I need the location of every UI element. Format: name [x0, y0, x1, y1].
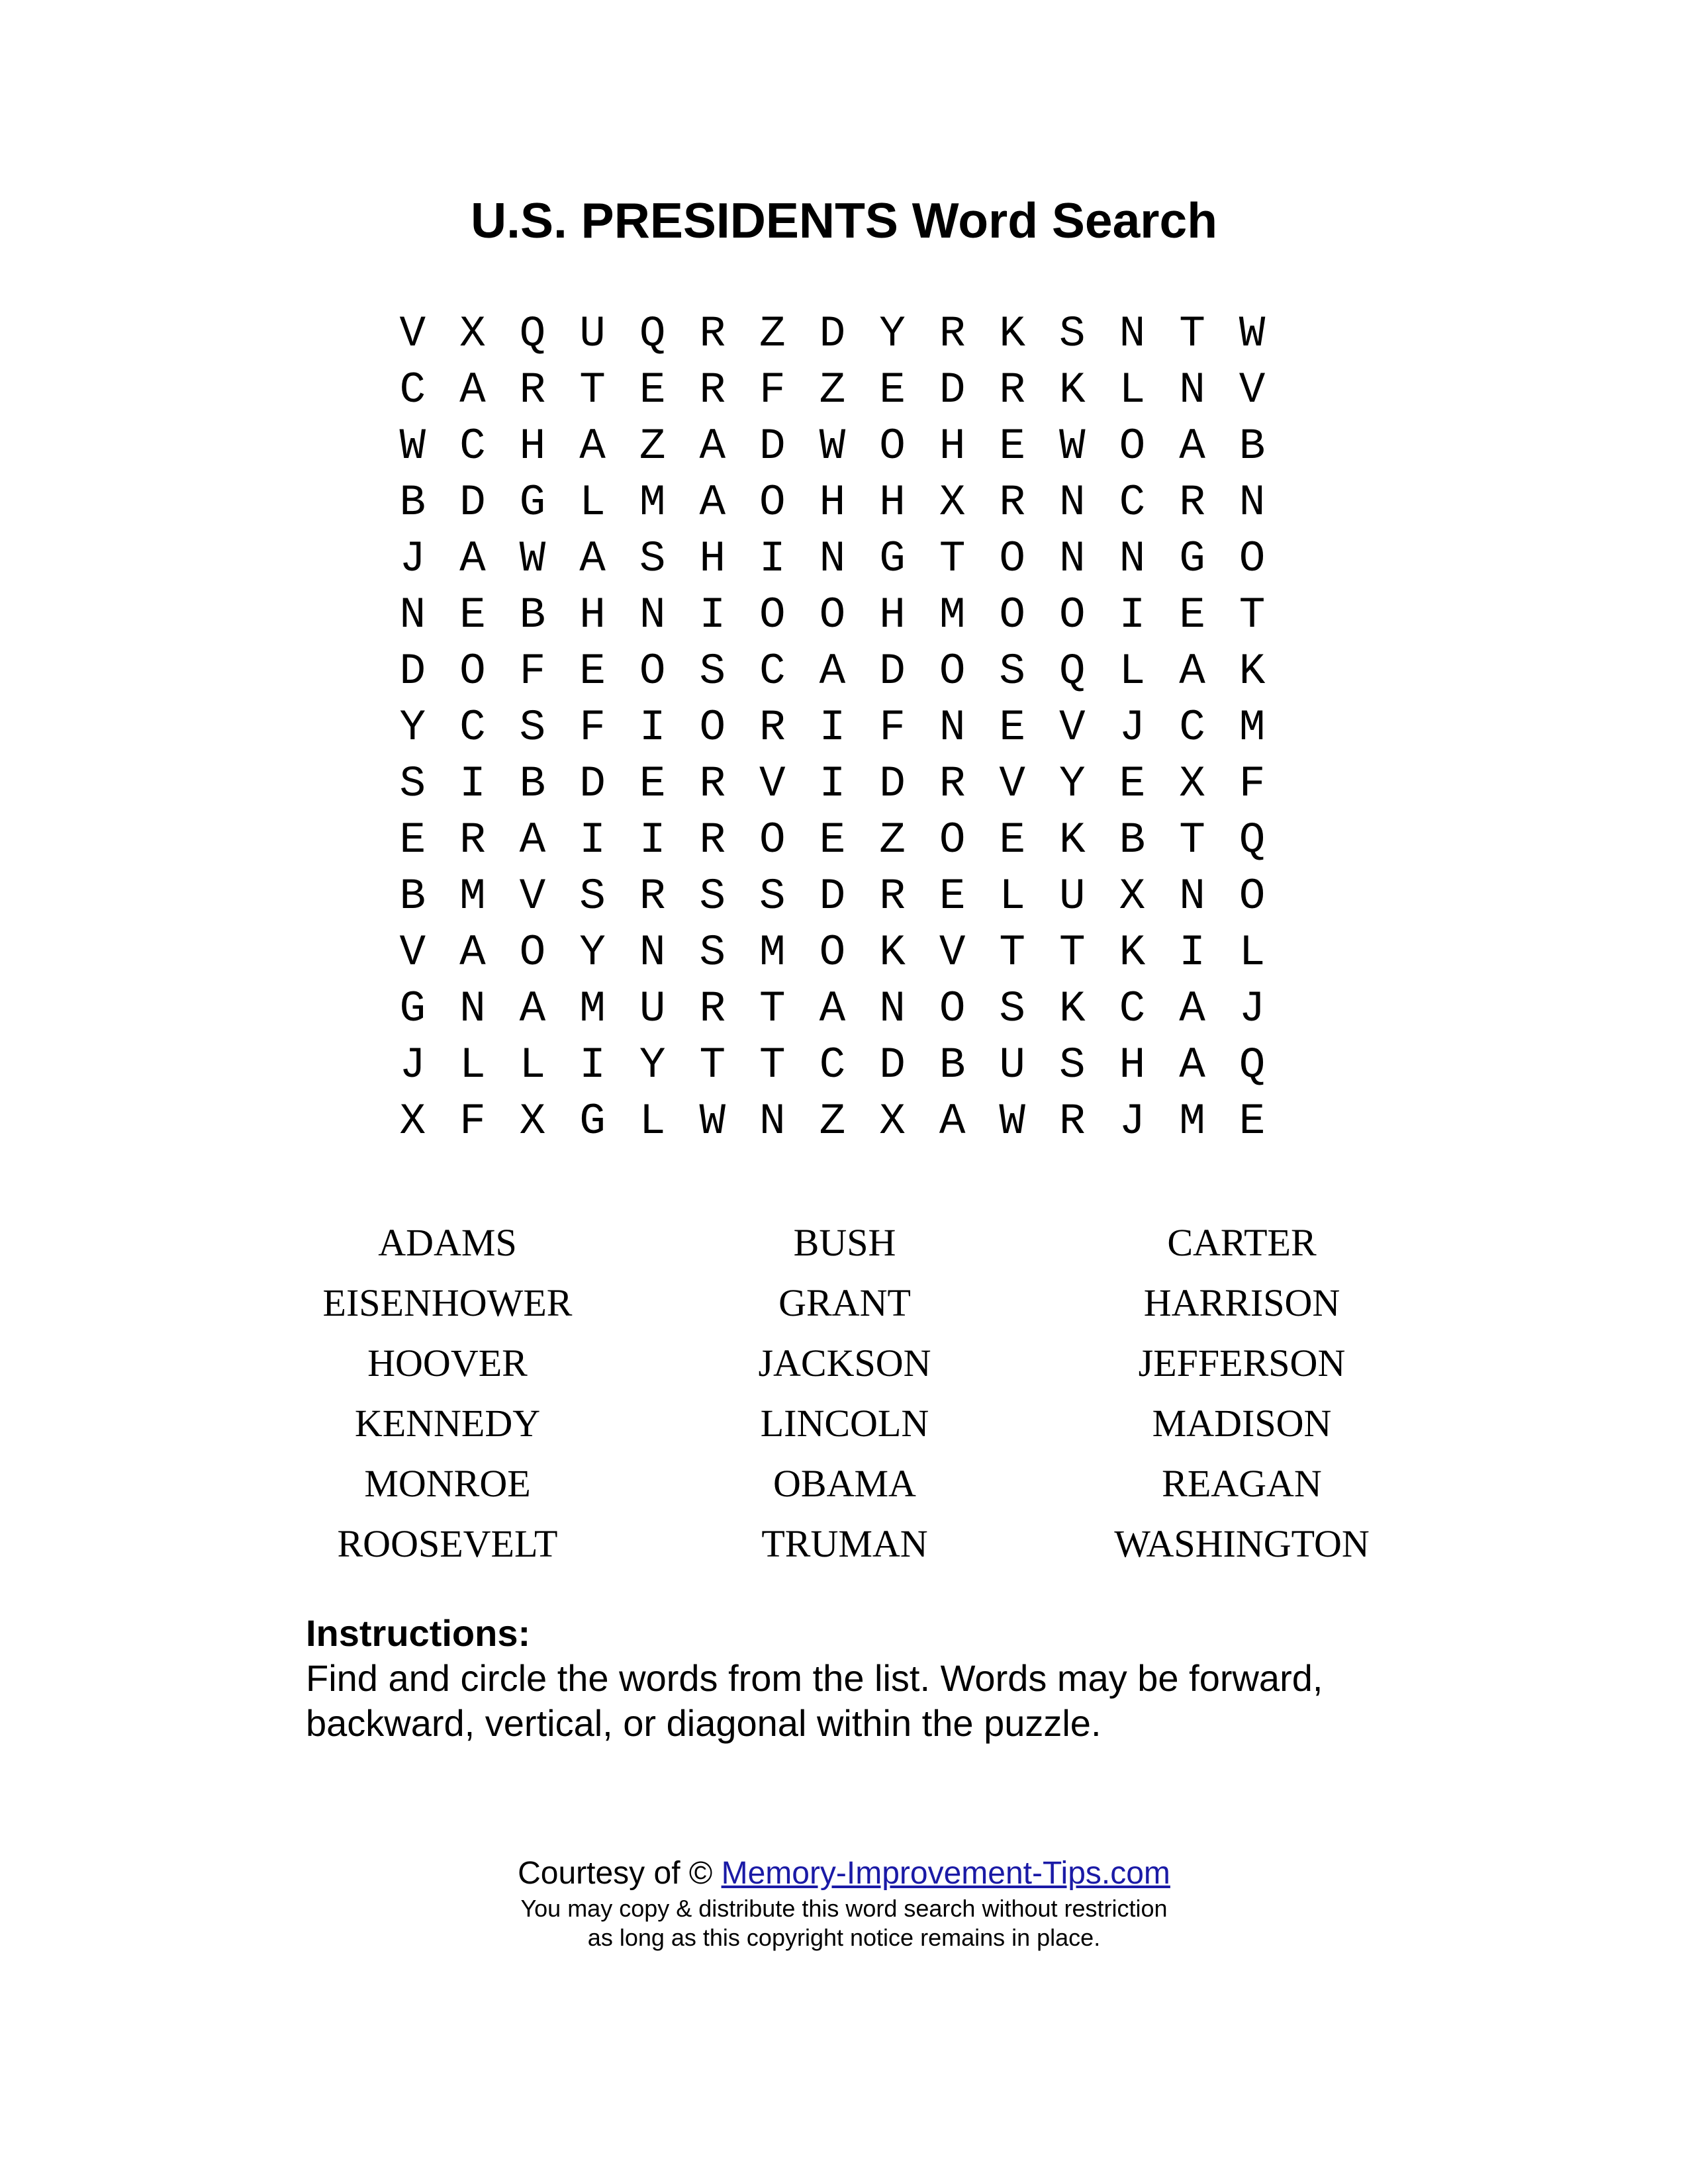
- grid-letter: J: [399, 534, 426, 584]
- grid-letter: Q: [639, 309, 666, 359]
- grid-letter: S: [519, 703, 546, 752]
- grid-letter: N: [939, 703, 966, 752]
- grid-letter: E: [1119, 759, 1146, 809]
- grid-letter: H: [879, 590, 906, 640]
- grid-letter: A: [519, 984, 546, 1034]
- grid-letter: E: [819, 815, 846, 865]
- grid-letter: S: [999, 647, 1026, 696]
- grid-letter: O: [939, 815, 966, 865]
- grid-letter: R: [879, 872, 906, 921]
- grid-letter: I: [639, 703, 666, 752]
- word-list-item: MONROE: [364, 1462, 531, 1505]
- grid-letter: B: [939, 1040, 966, 1090]
- grid-letter: M: [1239, 703, 1266, 752]
- grid-letter: E: [459, 590, 486, 640]
- grid-letter: N: [879, 984, 906, 1034]
- grid-letter: R: [759, 703, 786, 752]
- grid-letter: X: [879, 1097, 906, 1146]
- grid-letter: W: [1239, 309, 1266, 359]
- grid-letter: D: [459, 478, 486, 527]
- grid-letter: F: [519, 647, 546, 696]
- grid-letter: Y: [639, 1040, 666, 1090]
- grid-letter: K: [1119, 928, 1146, 978]
- word-list-item: MADISON: [1152, 1402, 1332, 1445]
- grid-letter: S: [579, 872, 606, 921]
- grid-letter: T: [1059, 928, 1086, 978]
- grid-letter: X: [939, 478, 966, 527]
- grid-letter: G: [579, 1097, 606, 1146]
- grid-letter: C: [399, 365, 426, 415]
- grid-letter: L: [1119, 647, 1146, 696]
- grid-letter: W: [519, 534, 546, 584]
- grid-letter: C: [759, 647, 786, 696]
- grid-letter: N: [639, 590, 666, 640]
- grid-letter: I: [639, 815, 666, 865]
- grid-letter: D: [579, 759, 606, 809]
- grid-letter: J: [1119, 1097, 1146, 1146]
- word-list-item: WASHINGTON: [1114, 1522, 1370, 1565]
- grid-letter: U: [639, 984, 666, 1034]
- grid-row: [383, 1093, 1283, 1150]
- grid-letter: N: [1179, 365, 1205, 415]
- grid-letter: O: [1059, 590, 1086, 640]
- grid-letter: M: [1179, 1097, 1205, 1146]
- grid-letter: J: [1119, 703, 1146, 752]
- grid-row: [383, 475, 1283, 531]
- grid-letter: I: [459, 759, 486, 809]
- grid-letter: E: [879, 365, 906, 415]
- instructions-text-line-2: backward, vertical, or diagonal within the puzzle.: [306, 1702, 1102, 1744]
- grid-letter: S: [999, 984, 1026, 1034]
- grid-letter: K: [1059, 815, 1086, 865]
- grid-letter: G: [1179, 534, 1205, 584]
- grid-letter: L: [579, 478, 606, 527]
- grid-row: [383, 925, 1283, 981]
- grid-letter: K: [879, 928, 906, 978]
- grid-letter: K: [1239, 647, 1266, 696]
- grid-letter: G: [519, 478, 546, 527]
- word-list-item: BUSH: [793, 1221, 896, 1264]
- grid-letter: T: [939, 534, 966, 584]
- grid-letter: Z: [879, 815, 906, 865]
- grid-letter: E: [399, 815, 426, 865]
- copyright-notice-line-1: You may copy & distribute this word search without restriction: [520, 1895, 1168, 1922]
- grid-letter: R: [1179, 478, 1205, 527]
- grid-letter: R: [699, 309, 726, 359]
- grid-letter: R: [699, 815, 726, 865]
- puzzle-grid: [383, 306, 1283, 1150]
- grid-letter: N: [819, 534, 846, 584]
- grid-letter: I: [759, 534, 786, 584]
- grid-letter: A: [519, 815, 546, 865]
- grid-letter: O: [939, 984, 966, 1034]
- grid-letter: U: [579, 309, 606, 359]
- grid-letter: V: [399, 309, 426, 359]
- grid-letter: W: [999, 1097, 1026, 1146]
- grid-letter: T: [999, 928, 1026, 978]
- grid-letter: C: [1119, 984, 1146, 1034]
- grid-letter: A: [1179, 1040, 1205, 1090]
- word-list-item: HOOVER: [367, 1342, 528, 1385]
- word-list-item: EISENHOWER: [322, 1281, 573, 1324]
- grid-letter: A: [579, 422, 606, 471]
- grid-letter: H: [939, 422, 966, 471]
- grid-letter: D: [819, 309, 846, 359]
- grid-letter: R: [639, 872, 666, 921]
- grid-row: [383, 1037, 1283, 1093]
- grid-letter: M: [639, 478, 666, 527]
- grid-letter: N: [639, 928, 666, 978]
- grid-letter: V: [999, 759, 1026, 809]
- grid-letter: Z: [819, 1097, 846, 1146]
- grid-letter: E: [999, 815, 1026, 865]
- grid-letter: I: [1179, 928, 1205, 978]
- word-list-item: CARTER: [1167, 1221, 1317, 1264]
- grid-letter: O: [1239, 872, 1266, 921]
- grid-letter: E: [579, 647, 606, 696]
- grid-letter: V: [399, 928, 426, 978]
- word-list-item: KENNEDY: [354, 1402, 541, 1445]
- instructions: [306, 1611, 1431, 1746]
- grid-letter: O: [819, 590, 846, 640]
- grid-letter: O: [1119, 422, 1146, 471]
- grid-letter: Z: [819, 365, 846, 415]
- grid-letter: C: [819, 1040, 846, 1090]
- grid-letter: E: [939, 872, 966, 921]
- grid-letter: C: [459, 703, 486, 752]
- grid-row: [383, 587, 1283, 643]
- grid-letter: S: [639, 534, 666, 584]
- grid-letter: X: [1119, 872, 1146, 921]
- grid-letter: A: [459, 928, 486, 978]
- grid-letter: T: [1179, 815, 1205, 865]
- grid-letter: M: [459, 872, 486, 921]
- grid-letter: I: [579, 1040, 606, 1090]
- grid-letter: S: [1059, 309, 1086, 359]
- grid-letter: W: [399, 422, 426, 471]
- word-list-item: ADAMS: [378, 1221, 517, 1264]
- grid-letter: O: [759, 590, 786, 640]
- grid-letter: Q: [1239, 1040, 1266, 1090]
- grid-letter: C: [1119, 478, 1146, 527]
- grid-letter: E: [999, 422, 1026, 471]
- grid-letter: N: [759, 1097, 786, 1146]
- grid-letter: A: [1179, 647, 1205, 696]
- grid-letter: M: [939, 590, 966, 640]
- grid-letter: J: [399, 1040, 426, 1090]
- grid-letter: M: [579, 984, 606, 1034]
- grid-letter: X: [1179, 759, 1205, 809]
- grid-letter: T: [1239, 590, 1266, 640]
- grid-letter: T: [759, 1040, 786, 1090]
- grid-letter: Y: [879, 309, 906, 359]
- grid-letter: L: [459, 1040, 486, 1090]
- grid-letter: R: [519, 365, 546, 415]
- website-link[interactable]: Memory-Improvement-Tips.com: [721, 1856, 1170, 1891]
- grid-letter: X: [519, 1097, 546, 1146]
- grid-letter: W: [1059, 422, 1086, 471]
- grid-row: [383, 643, 1283, 700]
- courtesy-prefix: Courtesy of ©: [518, 1856, 722, 1891]
- grid-letter: A: [699, 422, 726, 471]
- grid-letter: V: [519, 872, 546, 921]
- grid-letter: X: [459, 309, 486, 359]
- grid-letter: L: [519, 1040, 546, 1090]
- grid-letter: I: [699, 590, 726, 640]
- grid-letter: U: [999, 1040, 1026, 1090]
- grid-letter: A: [1179, 422, 1205, 471]
- grid-letter: Y: [579, 928, 606, 978]
- grid-letter: B: [399, 872, 426, 921]
- grid-letter: N: [1059, 478, 1086, 527]
- grid-letter: S: [759, 872, 786, 921]
- grid-letter: S: [399, 759, 426, 809]
- grid-letter: A: [1179, 984, 1205, 1034]
- grid-letter: K: [999, 309, 1026, 359]
- grid-letter: H: [819, 478, 846, 527]
- grid-letter: E: [639, 759, 666, 809]
- grid-letter: Z: [759, 309, 786, 359]
- word-list-item: ROOSEVELT: [337, 1522, 558, 1565]
- grid-row: [383, 700, 1283, 756]
- word-list-item: TRUMAN: [761, 1522, 928, 1565]
- grid-letter: R: [999, 365, 1026, 415]
- grid-letter: O: [819, 928, 846, 978]
- grid-letter: D: [399, 647, 426, 696]
- grid-letter: S: [699, 928, 726, 978]
- copyright-notice-line-2: as long as this copyright notice remains in place.: [587, 1924, 1101, 1951]
- grid-letter: K: [1059, 365, 1086, 415]
- grid-letter: F: [759, 365, 786, 415]
- grid-letter: C: [459, 422, 486, 471]
- grid-letter: G: [399, 984, 426, 1034]
- grid-letter: O: [879, 422, 906, 471]
- instructions-heading: Instructions:: [306, 1612, 531, 1654]
- grid-letter: L: [1119, 365, 1146, 415]
- grid-letter: D: [759, 422, 786, 471]
- grid-letter: V: [939, 928, 966, 978]
- grid-row: [383, 981, 1283, 1037]
- grid-letter: Y: [399, 703, 426, 752]
- grid-letter: D: [879, 647, 906, 696]
- grid-letter: I: [579, 815, 606, 865]
- grid-letter: X: [399, 1097, 426, 1146]
- grid-letter: O: [639, 647, 666, 696]
- grid-letter: R: [699, 984, 726, 1034]
- grid-letter: R: [939, 309, 966, 359]
- grid-letter: C: [1179, 703, 1205, 752]
- grid-row: [383, 418, 1283, 475]
- grid-letter: O: [759, 478, 786, 527]
- grid-letter: O: [519, 928, 546, 978]
- grid-letter: F: [879, 703, 906, 752]
- grid-letter: K: [1059, 984, 1086, 1034]
- grid-letter: R: [699, 365, 726, 415]
- grid-letter: A: [819, 984, 846, 1034]
- grid-letter: O: [999, 534, 1026, 584]
- grid-letter: N: [399, 590, 426, 640]
- grid-letter: U: [1059, 872, 1086, 921]
- grid-letter: S: [1059, 1040, 1086, 1090]
- grid-letter: T: [579, 365, 606, 415]
- grid-letter: A: [459, 534, 486, 584]
- grid-letter: H: [579, 590, 606, 640]
- grid-letter: W: [819, 422, 846, 471]
- word-list-item: GRANT: [778, 1281, 911, 1324]
- grid-letter: N: [1059, 534, 1086, 584]
- grid-letter: H: [699, 534, 726, 584]
- grid-letter: D: [879, 759, 906, 809]
- grid-letter: O: [939, 647, 966, 696]
- grid-letter: L: [1239, 928, 1266, 978]
- grid-letter: N: [1179, 872, 1205, 921]
- grid-letter: F: [1239, 759, 1266, 809]
- grid-letter: B: [1239, 422, 1266, 471]
- grid-row: [383, 531, 1283, 587]
- grid-letter: L: [639, 1097, 666, 1146]
- grid-letter: O: [699, 703, 726, 752]
- word-list: [249, 1212, 1440, 1574]
- grid-letter: F: [459, 1097, 486, 1146]
- grid-letter: L: [999, 872, 1026, 921]
- instructions-text-line-1: Find and circle the words from the list. Words may be forward,: [306, 1657, 1323, 1699]
- word-list-item: JACKSON: [758, 1342, 931, 1385]
- grid-letter: Q: [519, 309, 546, 359]
- grid-letter: D: [939, 365, 966, 415]
- grid-letter: I: [1119, 590, 1146, 640]
- grid-letter: B: [519, 759, 546, 809]
- grid-letter: N: [459, 984, 486, 1034]
- grid-letter: N: [1119, 309, 1146, 359]
- grid-letter: H: [879, 478, 906, 527]
- grid-row: [383, 812, 1283, 868]
- footer: [0, 1853, 1688, 1952]
- grid-letter: G: [879, 534, 906, 584]
- page-title: U.S. PRESIDENTS Word Search: [470, 193, 1218, 248]
- grid-letter: B: [399, 478, 426, 527]
- word-list-item: OBAMA: [773, 1462, 916, 1505]
- grid-letter: E: [639, 365, 666, 415]
- grid-letter: H: [519, 422, 546, 471]
- word-list-item: JEFFERSON: [1138, 1342, 1346, 1385]
- grid-letter: Z: [639, 422, 666, 471]
- grid-letter: V: [759, 759, 786, 809]
- grid-letter: I: [819, 759, 846, 809]
- word-list-item: LINCOLN: [760, 1402, 929, 1445]
- grid-letter: O: [459, 647, 486, 696]
- grid-row: [383, 756, 1283, 812]
- grid-letter: R: [459, 815, 486, 865]
- grid-letter: O: [759, 815, 786, 865]
- grid-row: [383, 306, 1283, 362]
- grid-letter: R: [939, 759, 966, 809]
- grid-letter: T: [699, 1040, 726, 1090]
- grid-letter: V: [1239, 365, 1266, 415]
- grid-letter: I: [819, 703, 846, 752]
- grid-letter: A: [939, 1097, 966, 1146]
- grid-letter: T: [1179, 309, 1205, 359]
- grid-letter: N: [1239, 478, 1266, 527]
- grid-letter: F: [579, 703, 606, 752]
- grid-letter: Q: [1059, 647, 1086, 696]
- grid-letter: Q: [1239, 815, 1266, 865]
- grid-letter: O: [999, 590, 1026, 640]
- grid-letter: W: [699, 1097, 726, 1146]
- courtesy-line: [0, 1853, 1688, 1894]
- grid-letter: H: [1119, 1040, 1146, 1090]
- word-list-item: REAGAN: [1162, 1462, 1322, 1505]
- grid-letter: B: [519, 590, 546, 640]
- grid-letter: B: [1119, 815, 1146, 865]
- grid-row: [383, 868, 1283, 925]
- grid-letter: R: [999, 478, 1026, 527]
- grid-letter: A: [579, 534, 606, 584]
- grid-letter: D: [819, 872, 846, 921]
- grid-letter: J: [1239, 984, 1266, 1034]
- word-list-item: HARRISON: [1143, 1281, 1340, 1324]
- grid-letter: A: [819, 647, 846, 696]
- grid-letter: A: [699, 478, 726, 527]
- grid-letter: E: [999, 703, 1026, 752]
- grid-row: [383, 362, 1283, 418]
- grid-letter: N: [1119, 534, 1146, 584]
- grid-letter: V: [1059, 703, 1086, 752]
- grid-letter: M: [759, 928, 786, 978]
- grid-letter: D: [879, 1040, 906, 1090]
- grid-letter: S: [699, 647, 726, 696]
- grid-letter: A: [459, 365, 486, 415]
- grid-letter: R: [699, 759, 726, 809]
- grid-letter: E: [1239, 1097, 1266, 1146]
- grid-letter: T: [759, 984, 786, 1034]
- grid-letter: Y: [1059, 759, 1086, 809]
- grid-letter: E: [1179, 590, 1205, 640]
- grid-letter: S: [699, 872, 726, 921]
- grid-letter: O: [1239, 534, 1266, 584]
- grid-letter: R: [1059, 1097, 1086, 1146]
